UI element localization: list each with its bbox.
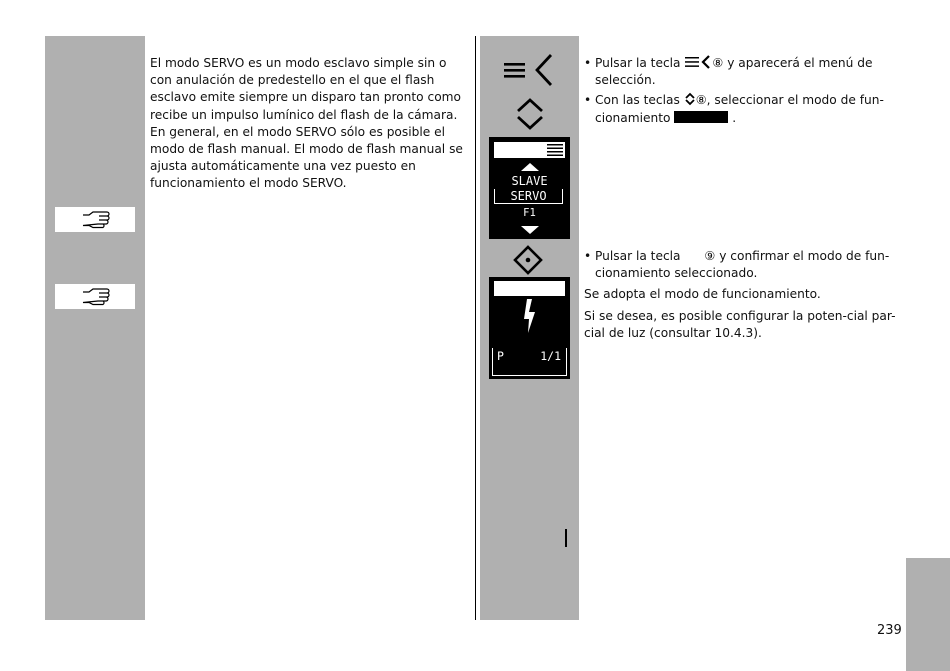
scroll-up-icon [521, 163, 539, 171]
step-select-mode: • Con las teclas ⑧, seleccionar el modo de fun- cionamiento . [584, 92, 906, 126]
up-down-arrows-icon [514, 97, 546, 131]
back-chevron-icon [533, 53, 555, 87]
steps-bottom [584, 248, 906, 342]
flash-power-value: 1/1 [540, 349, 561, 363]
menu-item-f1: F1 [523, 207, 536, 219]
mode-adopted-text: Se adopta el modo de funcionamiento. [584, 287, 821, 302]
flash-mode-display [489, 277, 570, 379]
status-row [492, 348, 567, 376]
note-box-1 [55, 207, 135, 232]
scroll-down-icon [521, 226, 539, 234]
flash-bolt-icon [522, 299, 538, 333]
margin-marker [565, 529, 567, 547]
menu-item-slave: SLAVE [511, 174, 548, 188]
servo-manual-note: En general, en el modo SERVO sólo es posible el modo de flash manual. El modo de flash manual se ajusta automáticamente una vez puesto en funcionamiento el modo SERVO. [150, 124, 463, 191]
step-confirm-mode: • Pulsar la tecla ⑨ y confirmar el modo de fun-cionamiento seleccionado. [584, 248, 906, 282]
menu-header-bar [494, 142, 565, 158]
key-number-9: ⑨ [704, 249, 716, 263]
servo-description: El modo SERVO es un modo esclavo simple sin o con anulación de predestello en el que el flash esclavo emite siempre un disparo tan pronto como recibe un impulso lumínico del flash de la cámara. [150, 56, 461, 122]
pointing-hand-icon [81, 209, 113, 229]
left-margin-column [45, 36, 145, 620]
corner-tab [906, 558, 950, 671]
steps-top [584, 55, 906, 127]
mode-badge [674, 111, 728, 123]
up-down-key-icon [684, 92, 696, 106]
menu-icon [547, 144, 563, 156]
column-divider [475, 36, 476, 620]
mode-menu-display [489, 137, 570, 239]
step-open-menu: • Pulsar la tecla ⑧ y aparecerá el menú de selección. [584, 55, 906, 89]
key-number-8: ⑧ [695, 93, 707, 108]
note-box-2 [55, 284, 135, 309]
flash-mode-value: P [497, 349, 504, 363]
left-text [150, 55, 468, 193]
page-number: 239 [877, 623, 902, 638]
set-diamond-icon [513, 245, 543, 275]
display-header-bar [494, 281, 565, 296]
pointing-hand-icon [81, 286, 113, 306]
menu-item-servo-selected: SERVO [494, 189, 563, 204]
partial-power-text: Si se desea, es posible configurar la poten-cial par-cial de luz (consultar 10.4.3). [584, 308, 896, 340]
key-number-8: ⑧ [712, 56, 724, 70]
menu-icon [503, 60, 527, 80]
menu-back-key-icon [684, 55, 712, 69]
